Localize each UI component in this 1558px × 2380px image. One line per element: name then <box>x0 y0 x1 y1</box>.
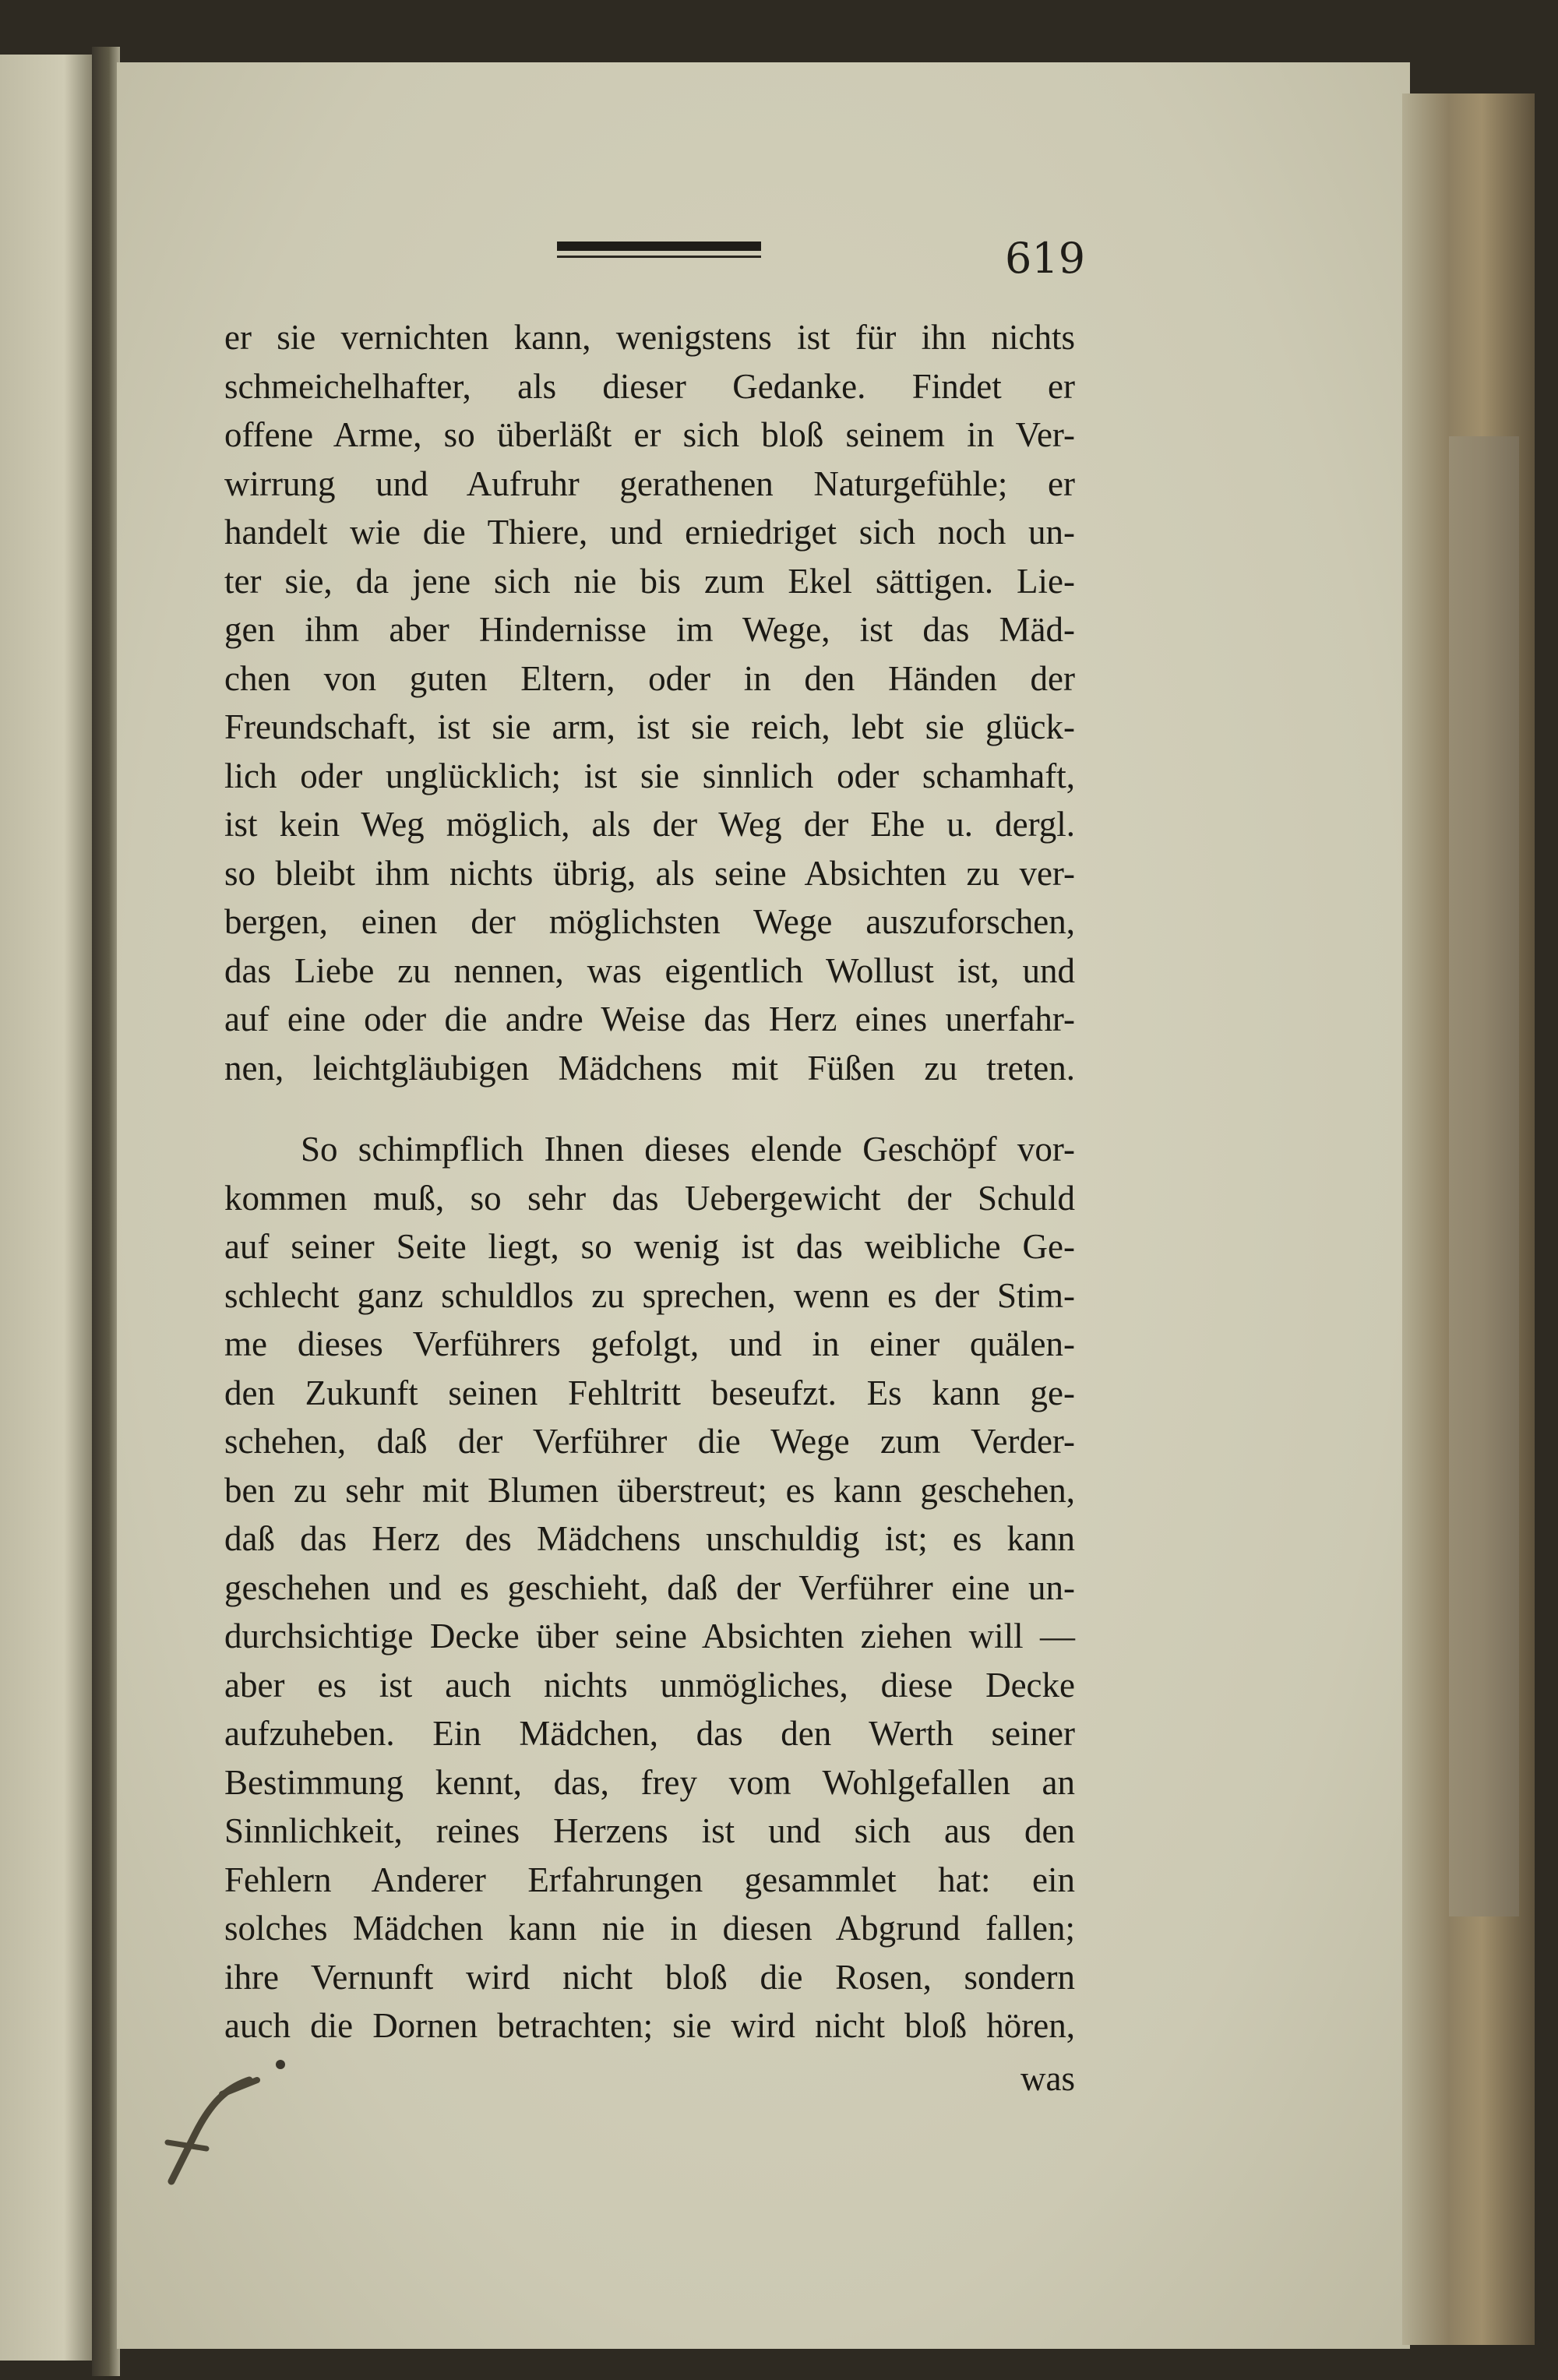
text-line: so bleibt ihm nichts übrig, als seine Absichten zu ver- <box>224 853 1075 893</box>
text-line: handelt wie die Thiere, und erniedriget sich noch un- <box>224 513 1075 552</box>
text-line: Fehlern Anderer Erfahrungen gesammlet hat: ein <box>224 1860 1075 1899</box>
text-line: ter sie, da jene sich nie bis zum Ekel sättigen. Lie- <box>224 561 1075 601</box>
text-line: solches Mädchen kann nie in diesen Abgrund fallen; <box>224 1909 1075 1948</box>
text-line: ben zu sehr mit Blumen überstreut; es kann geschehen, <box>224 1470 1075 1510</box>
text-line: wirrung und Aufruhr gerathenen Naturgefühle; er <box>224 464 1075 503</box>
text-line: schehen, daß der Verführer die Wege zum Verder- <box>224 1422 1075 1461</box>
text-line: daß das Herz des Mädchens unschuldig ist; es kann <box>224 1519 1075 1558</box>
header-rule <box>557 242 761 251</box>
text-line: auf seiner Seite liegt, so wenig ist das weibliche Ge- <box>224 1227 1075 1266</box>
text-line: aufzuheben. Ein Mädchen, das den Werth seiner <box>224 1714 1075 1753</box>
book-gutter <box>92 47 120 2376</box>
text-line: bergen, einen der möglichsten Wege auszuforschen, <box>224 902 1075 941</box>
header-rule-thin <box>557 256 761 258</box>
text-line: er sie vernichten kann, wenigstens ist für ihn nichts <box>224 318 1075 357</box>
text-line: den Zukunft seinen Fehltritt beseufzt. Es kann ge- <box>224 1373 1075 1412</box>
text-line: offene Arme, so überläßt er sich bloß seinem in Ver- <box>224 415 1075 454</box>
text-line: auch die Dornen betrachten; sie wird nicht bloß hören, <box>224 2006 1075 2045</box>
paragraph-1 <box>224 313 1075 1092</box>
text-line: das Liebe zu nennen, was eigentlich Wollust ist, und <box>224 950 1075 990</box>
catchword: was <box>1020 2059 1075 2098</box>
text-line: Bestimmung kennt, das, frey vom Wohlgefallen an <box>224 1762 1075 1802</box>
text-line: gen ihm aber Hindernisse im Wege, ist das Mäd- <box>224 610 1075 649</box>
page-fore-edge-shadow <box>1449 436 1519 1916</box>
facing-page-edge <box>0 55 92 2361</box>
text-line: durchsichtige Decke über seine Absichten ziehen will — <box>224 1617 1075 1655</box>
text-line: auf eine oder die andre Weise das Herz eines unerfahr- <box>224 1000 1075 1038</box>
text-line: schmeichelhafter, als dieser Gedanke. Findet er <box>224 366 1075 406</box>
text-line: aber es ist auch nichts unmögliches, diese Decke <box>224 1665 1075 1705</box>
text-line: me dieses Verführers gefolgt, und in einer quälen- <box>224 1324 1075 1363</box>
page-number: 619 <box>1005 234 1086 283</box>
text-line: nen, leichtgläubigen Mädchens mit Füßen zu treten. <box>224 1048 1075 1088</box>
text-line: schlecht ganz schuldlos zu sprechen, wenn es der Stim- <box>224 1275 1075 1315</box>
text-line: ist kein Weg möglich, als der Weg der Ehe u. dergl. <box>224 805 1075 844</box>
text-line: geschehen und es geschieht, daß der Verführer eine un- <box>224 1567 1075 1607</box>
text-line: chen von guten Eltern, oder in den Händen der <box>224 658 1075 698</box>
text-line: kommen muß, so sehr das Uebergewicht der Schuld <box>224 1178 1075 1218</box>
text-line: So schimpflich Ihnen dieses elende Geschöpf vor- <box>301 1130 1075 1169</box>
text-line: ihre Vernunft wird nicht bloß die Rosen, sondern <box>224 1957 1075 1997</box>
pencil-mark <box>148 2057 319 2189</box>
text-line: Sinnlichkeit, reines Herzens ist und sich aus den <box>224 1811 1075 1850</box>
text-line: Freundschaft, ist sie arm, ist sie reich, lebt sie glück- <box>224 707 1075 746</box>
text-line: lich oder unglücklich; ist sie sinnlich oder schamhaft, <box>224 756 1075 795</box>
paragraph-2 <box>224 1125 1075 2050</box>
